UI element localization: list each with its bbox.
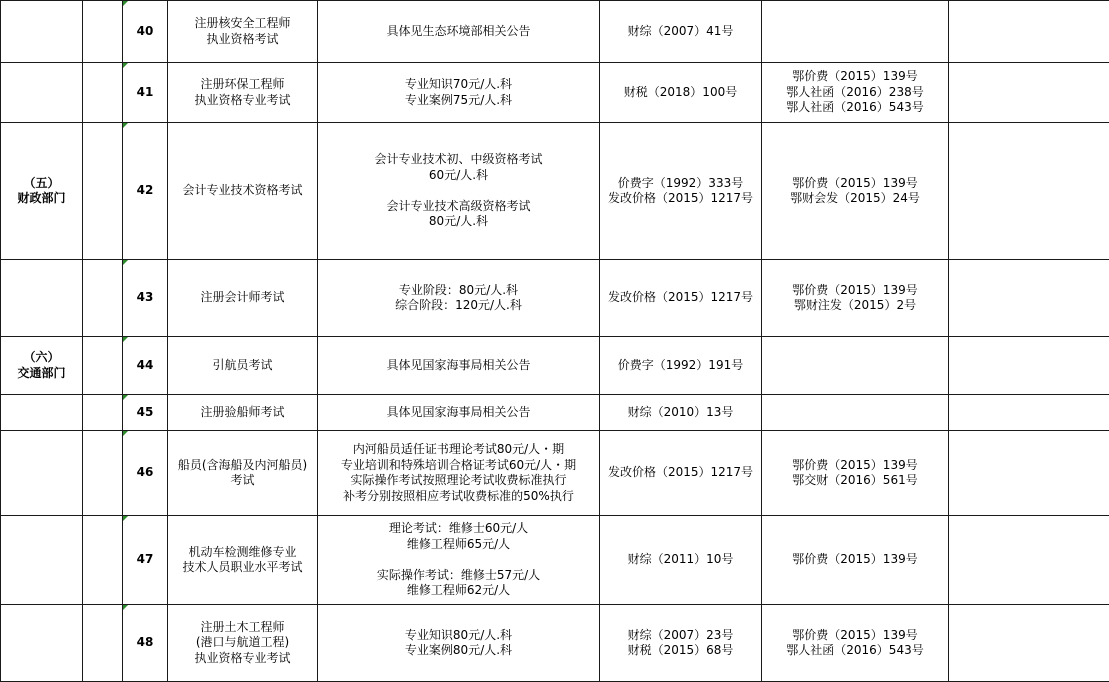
fee-standard (320, 183, 597, 199)
exam-name: 技术人员职业水平考试 (182, 560, 303, 574)
provincial-basis: 鄂人社函（2016）543号 (786, 643, 924, 657)
exam-name-cell (168, 431, 318, 516)
fee-standard: 维修工程师62元/人 (406, 583, 511, 598)
exam-name: 注册土木工程师 (200, 619, 285, 634)
exam-name: 执业资格专业考试 (194, 92, 291, 107)
exam-name-cell (168, 516, 318, 605)
national-basis: 发改价格（2015）1217号 (607, 290, 754, 305)
blank-cell (83, 516, 123, 605)
fee-standard (320, 552, 597, 568)
provincial-basis: 鄂价费（2015）139号 (792, 282, 918, 297)
blank-cell (83, 431, 123, 516)
department-label: 交通部门 (17, 365, 66, 380)
fee-standard-cell (318, 516, 600, 605)
national-basis: 财综（2010）13号 (627, 404, 734, 419)
exam-name: 考试 (230, 473, 255, 487)
department-cell (1, 1, 83, 63)
provincial-basis: 鄂人社函（2016）238号 (786, 84, 924, 99)
national-basis: 财税（2015）68号 (627, 643, 734, 657)
department-cell (1, 605, 83, 682)
national-basis: 财综（2007）41号 (627, 23, 734, 38)
provincial-basis: 鄂人社函（2016）543号 (786, 100, 924, 115)
fee-standard: 实际操作考试按照理论考试收费标准执行 (350, 473, 567, 487)
fee-standard-cell (318, 1, 600, 63)
fee-standard-cell (318, 123, 600, 260)
fee-standard-cell (318, 260, 600, 337)
exam-name: 执业资格专业考试 (194, 650, 291, 665)
fee-standard: 专业案例80元/人.科 (404, 643, 513, 657)
fee-standard: 具体见国家海事局相关公告 (386, 404, 531, 419)
exam-name-cell (168, 260, 318, 337)
provincial-basis: 鄂价费（2015）139号 (792, 552, 918, 567)
department-cell (1, 260, 83, 337)
provincial-basis-cell (762, 63, 949, 123)
fee-standard: 专业案例75元/人.科 (404, 92, 513, 107)
fee-standard: 专业知识70元/人.科 (404, 77, 513, 91)
provincial-basis: 鄂财会发（2015）24号 (790, 191, 920, 205)
table-row (1, 605, 1109, 682)
national-basis-cell (600, 516, 762, 605)
fee-standard: 实际操作考试：维修士57元/人 (376, 567, 541, 582)
exam-name: (港口与航道工程) (195, 635, 290, 650)
provincial-basis: 鄂价费（2015）139号 (792, 175, 918, 190)
table-row (1, 431, 1109, 516)
exam-name-cell (168, 395, 318, 431)
fee-standard-cell (318, 605, 600, 682)
item-number: 47 (123, 516, 168, 605)
department-cell (1, 516, 83, 605)
department-cell (1, 63, 83, 123)
exam-name: 会计专业技术资格考试 (182, 183, 303, 198)
fee-standard-cell (318, 431, 600, 516)
remarks-cell (949, 337, 1109, 395)
exam-name: 船员(含海船及内河船员) (177, 457, 308, 472)
department-cell (1, 337, 83, 395)
remarks-cell (949, 431, 1109, 516)
fee-standard-cell (318, 337, 600, 395)
fee-standard: 具体见国家海事局相关公告 (386, 357, 531, 372)
table-row (1, 63, 1109, 123)
table-row (1, 337, 1109, 395)
fee-standard: 专业阶段：80元/人.科 (398, 282, 519, 297)
provincial-basis-cell (762, 260, 949, 337)
item-number: 45 (123, 395, 168, 431)
table-row (1, 260, 1109, 337)
fee-standard: 专业知识80元/人.科 (404, 627, 513, 642)
remarks-cell (949, 1, 1109, 63)
exam-name: 注册环保工程师 (200, 77, 285, 91)
provincial-basis-cell (762, 605, 949, 682)
table-row (1, 123, 1109, 260)
exam-name-cell (168, 1, 318, 63)
fee-standard-cell (318, 63, 600, 123)
national-basis-cell (600, 431, 762, 516)
exam-name: 注册验船师考试 (200, 404, 285, 419)
fee-standard-cell (318, 395, 600, 431)
national-basis-cell (600, 123, 762, 260)
provincial-basis-cell (762, 431, 949, 516)
remarks-cell (949, 123, 1109, 260)
exam-name: 注册会计师考试 (200, 290, 285, 305)
national-basis-cell (600, 260, 762, 337)
national-basis-cell (600, 605, 762, 682)
provincial-basis-cell (762, 516, 949, 605)
department-cell (1, 431, 83, 516)
fee-standard: 会计专业技术高级资格考试 (386, 198, 531, 213)
provincial-basis-cell (762, 337, 949, 395)
exam-name-cell (168, 337, 318, 395)
fee-standard: 会计专业技术初、中级资格考试 (374, 152, 543, 167)
remarks-cell (949, 516, 1109, 605)
provincial-basis: 鄂价费（2015）139号 (792, 69, 918, 84)
remarks-cell (949, 260, 1109, 337)
fee-standard: 60元/人.科 (428, 167, 489, 182)
item-number: 40 (123, 1, 168, 63)
item-number: 48 (123, 605, 168, 682)
provincial-basis: 鄂交财（2016）561号 (792, 473, 918, 487)
national-basis: 价费字（1992）191号 (617, 357, 744, 372)
exam-name: 注册核安全工程师 (194, 16, 291, 30)
remarks-cell (949, 395, 1109, 431)
provincial-basis-cell (762, 123, 949, 260)
fee-standard: 内河船员适任证书理论考试80元/人・期 (352, 442, 565, 456)
blank-cell (83, 395, 123, 431)
provincial-basis: 鄂财注发（2015）2号 (793, 298, 917, 312)
exam-name-cell (168, 63, 318, 123)
national-basis-cell (600, 1, 762, 63)
blank-cell (83, 1, 123, 63)
exam-name-cell (168, 605, 318, 682)
fee-standard: 补考分别按照相应考试收费标准的50%执行 (343, 488, 574, 503)
national-basis: 财综（2007）23号 (627, 627, 734, 642)
national-basis-cell (600, 337, 762, 395)
fee-standard: 维修工程师65元/人 (406, 536, 511, 551)
blank-cell (83, 260, 123, 337)
table-row (1, 1, 1109, 63)
national-basis-cell (600, 395, 762, 431)
exam-name: 机动车检测维修专业 (188, 544, 297, 559)
provincial-basis: 鄂价费（2015）139号 (792, 627, 918, 642)
department-cell (1, 123, 83, 260)
national-basis-cell (600, 63, 762, 123)
blank-cell (83, 605, 123, 682)
provincial-basis: 鄂价费（2015）139号 (792, 457, 918, 472)
department-label: 财政部门 (17, 191, 66, 205)
exam-name-cell (168, 123, 318, 260)
fee-standard: 专业培训和特殊培训合格证考试60元/人・期 (340, 457, 577, 472)
department-label: （六） (23, 350, 60, 364)
item-number: 44 (123, 337, 168, 395)
blank-cell (83, 123, 123, 260)
remarks-cell (949, 63, 1109, 123)
fee-standard: 具体见生态环境部相关公告 (386, 23, 531, 38)
item-number: 43 (123, 260, 168, 337)
fee-standard: 综合阶段：120元/人.科 (395, 298, 522, 312)
national-basis: 财税（2018）100号 (623, 84, 738, 99)
national-basis: 价费字（1992）333号 (617, 175, 744, 190)
table-row (1, 516, 1109, 605)
remarks-cell (949, 605, 1109, 682)
blank-cell (83, 337, 123, 395)
exam-name: 执业资格考试 (206, 31, 279, 46)
item-number: 42 (123, 123, 168, 260)
fee-standard: 理论考试：维修士60元/人 (388, 521, 529, 536)
department-label: （五） (23, 175, 60, 190)
provincial-basis-cell (762, 1, 949, 63)
national-basis: 财综（2011）10号 (627, 552, 734, 567)
table-row (1, 395, 1109, 431)
department-cell (1, 395, 83, 431)
national-basis: 发改价格（2015）1217号 (607, 191, 754, 205)
item-number: 41 (123, 63, 168, 123)
item-number: 46 (123, 431, 168, 516)
national-basis: 发改价格（2015）1217号 (607, 465, 754, 480)
fee-standard: 80元/人.科 (428, 214, 489, 229)
blank-cell (83, 63, 123, 123)
provincial-basis-cell (762, 395, 949, 431)
exam-name: 引航员考试 (212, 357, 273, 372)
